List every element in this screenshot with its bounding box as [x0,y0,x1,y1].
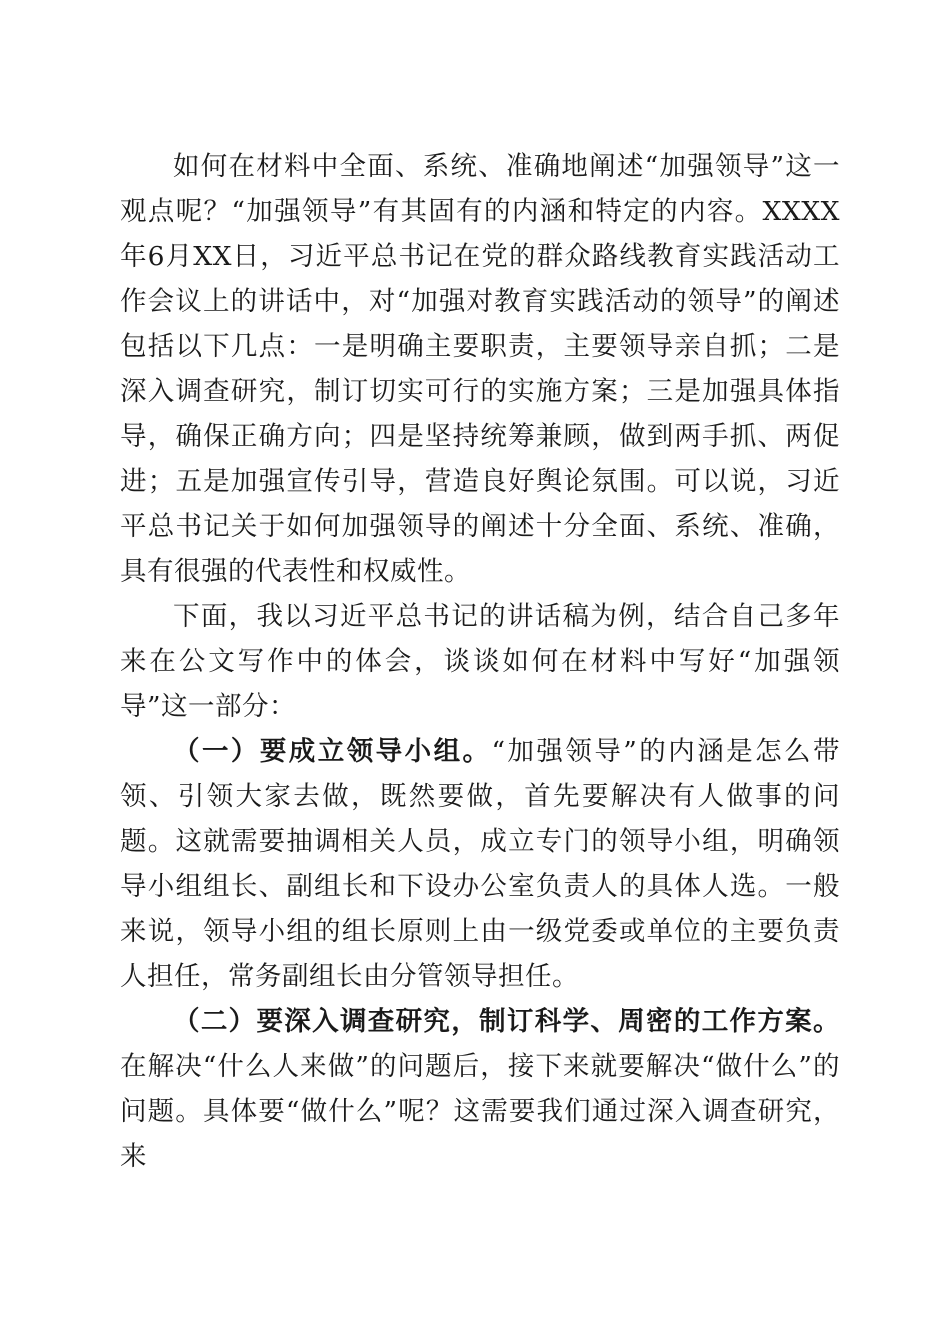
section-1-text: “加强领导”的内涵是怎么带领、引领大家去做，既然要做，首先要解决有人做事的问题。这就需要抽调相关人员，成立专门的领导小组，明确领导小组组长、副组长和下设办公室负责人的具体人选。一般来说，领导小组的组长原则上由一级党委或单位的主要负责人担任，常务副组长由分管领导担任。 [120,736,841,992]
paragraph-intro-text: 如何在材料中全面、系统、准确地阐述“加强领导”这一观点呢？“加强领导”有其固有的内涵和特定的内容。XXXX年6月XX日，习近平总书记在党的群众路线教育实践活动工作会议上的讲话中，对“加强对教育实践活动的领导”的阐述包括以下几点：一是明确主要职责，主要领导亲自抓；二是深入调查研究，制订切实可行的实施方案；三是加强具体指导，确保正确方向；四是坚持统筹兼顾，做到两手抓、两促进；五是加强宣传引导，营造良好舆论氛围。可以说，习近平总书记关于如何加强领导的阐述十分全面、系统、准确，具有很强的代表性和权威性。 [120,151,840,587]
section-2-heading: （二）要深入调查研究，制订科学、周密的工作方案。 [173,1006,840,1037]
paragraph-intro [120,144,840,594]
section-2-text: 在解决“什么人来做”的问题后，接下来就要解决“做什么”的问题。具体要“做什么”呢？这需要我们通过深入调查研究，来 [120,1051,840,1172]
paragraph-transition-text: 下面，我以习近平总书记的讲话稿为例，结合自己多年来在公文写作中的体会，谈谈如何在材料中写好“加强领导”这一部分： [120,601,840,722]
paragraph-transition [120,594,840,729]
paragraph-section-2 [120,999,840,1179]
document-body [120,144,840,1179]
section-1-heading: （一）要成立领导小组。 [173,736,492,767]
paragraph-section-1 [120,729,840,999]
